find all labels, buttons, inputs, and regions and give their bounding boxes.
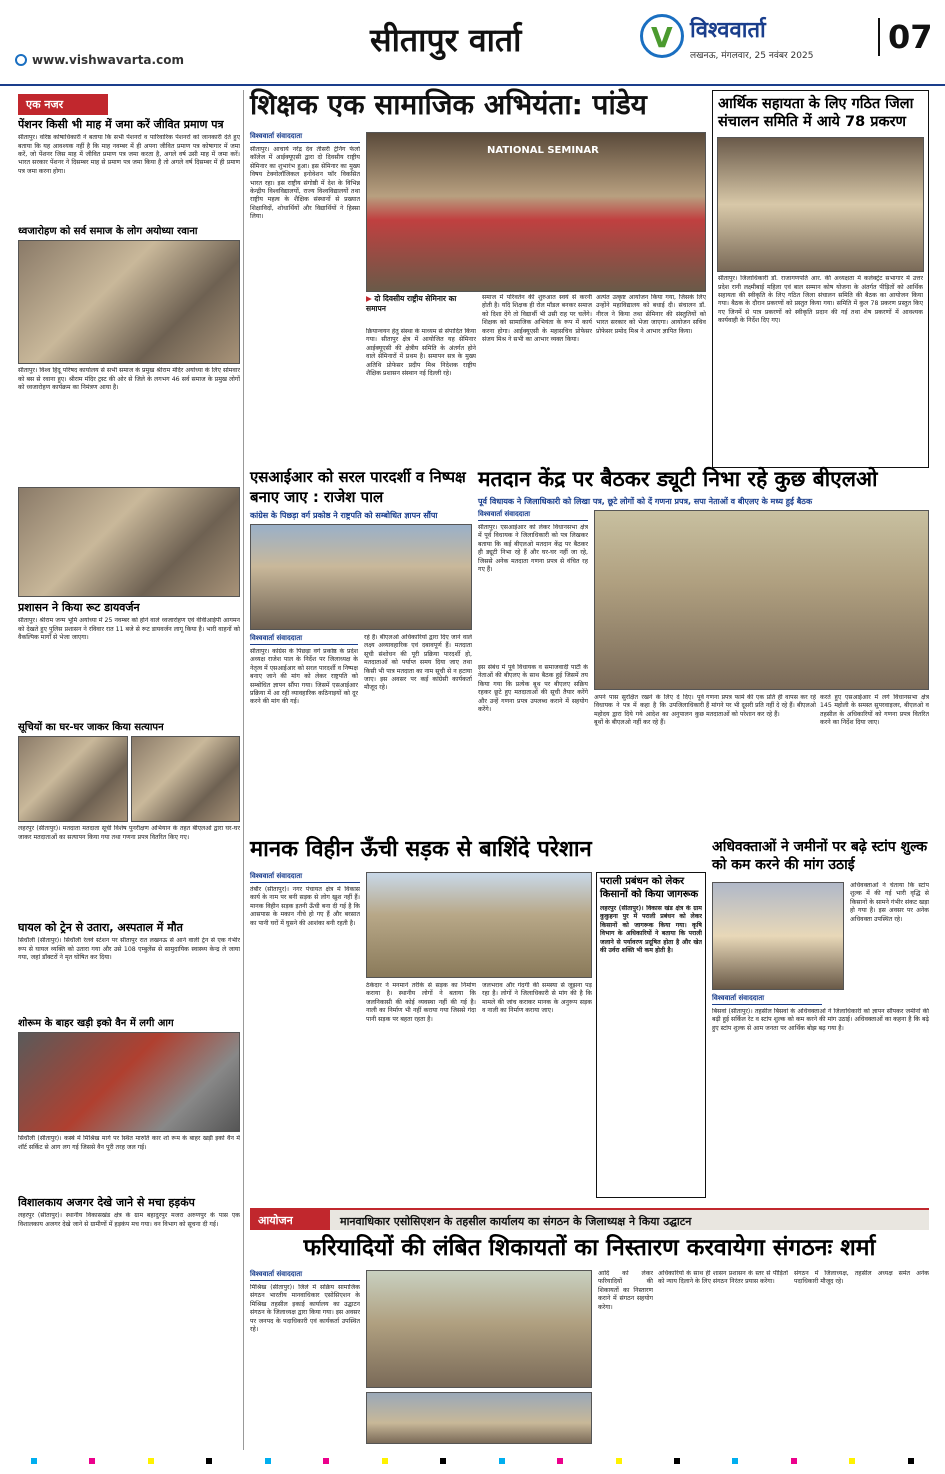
headline: शोरूम के बाहर खड़ी इको वैन में लगी आग xyxy=(18,1018,174,1030)
parali-box xyxy=(596,872,706,1198)
byline: विश्ववार्ता संवाददाता xyxy=(250,634,358,645)
headline: सूचियों का घर-घर जाकर किया सत्यापन xyxy=(18,722,164,734)
caption-arrow-icon: ▶ xyxy=(366,294,372,303)
article-text: अपने पास सुरक्षित रखने के लिए दे दिए। पूर्व विधायक ने पत्र में कहा है कि उपजिलाधिकारी महोदय द्वारा दिये गये आदेश का अनुपालन कुछ बूथों के बीएलओ नहीं कर रहे हैं। xyxy=(594,694,704,727)
memorandum-photo xyxy=(250,524,472,630)
dateline: लखनऊ, मंगलवार, 25 नवंबर 2025 xyxy=(690,51,814,61)
article-text: रहे हैं। बीएलओ अधिकारियों द्वारा दिए जाने वाले लक्ष्य अव्यावहारिक एवं दबावपूर्ण हैं। मतदाता सूची संशोधन की पूरी प्रक्रिया पारदर्शी हो, मतदाताओं को पर्याप्त समय दिया जाए तथा किसी भी पात्र मतदाता का नाम सूची से न हटाया जाए। इस अवसर पर कई कांग्रेसी कार्यकर्ता मौजूद रहे। xyxy=(364,634,472,692)
subheadline: कांग्रेस के पिछड़ा वर्ग प्रकोष्ठ ने राष्ट्रपति को सम्बोधित ज्ञापन सौंपा xyxy=(250,511,438,520)
article-text: जलभराव और गंदगी की समस्या से जूझना पड़ रहा है। लोगों ने जिलाधिकारी से मांग की है कि मामले की जांच कराकर मानक के अनुरूप सड़क व नाली का निर्माण कराया जाए। xyxy=(482,982,592,1015)
article-text: सीतापुर। एसआईआर को लेकर विधानसभा क्षेत्र में पूर्व विधायक ने जिलाधिकारी को पत्र लिखकर बताया कि कई बीएलओ मतदान केंद्र पर बैठकर ही ड्यूटी निभा रहे हैं और घर-घर नहीं जा रहे, जिससे अनेक मतदाता गणना प्रपत्र से वंचित रह गए हैं। xyxy=(478,524,588,574)
byline: विश्ववार्ता संवाददाता xyxy=(712,994,822,1005)
page-number: 07 xyxy=(878,18,933,56)
website-url[interactable]: www.vishwavarta.com xyxy=(32,53,184,67)
group-photo xyxy=(18,487,240,597)
road-photo xyxy=(366,872,592,978)
article-text: तंबौर (सीतापुर)। नगर पंचायत क्षेत्र में विकास कार्य के नाम पर बनी सड़क से लोग खुश नहीं हैं। मानक विहीन सड़क इतनी ऊँची बना दी गई है कि आसपास के मकान नीचे हो गए हैं और बरसात का पानी घरों में घुसने की आशंका बनी रहती है। xyxy=(250,886,360,927)
column-divider xyxy=(243,90,244,1450)
survey-photo xyxy=(18,736,128,822)
story-text: लहरपुर (सीतापुर)। स्थानीय विकासखंड क्षेत्र के ग्राम बहादुरपुर मजरा अरुणपुर के पास एक विशालकाय अजगर देखे जाने से ग्रामीणों में हड़कंप मच गया। वन विभाग को सूचना दी गई। xyxy=(18,1212,240,1228)
headline: अधिवक्ताओं ने जमीनों पर बढ़े स्टांप शुल्क को कम करने की मांग उठाई xyxy=(712,839,928,874)
story-text: सीतापुर। वरिष्ठ कोषाधिकारी ने बताया कि सभी पेंशनरों व पारिवारिक पेंशनरों को जानकारी देते हुए बताया कि यह आवश्यक नहीं है कि माह नवम्बर में ही अपना जीवित प्रमाण पत्र कोषागार में जमा करें, जो पेंशनर जिस माह में जीवित प्रमाण पत्र जमा करता है, अगले वर्ष उसी माह में जमा करें। भारत सरकार पेंशनर ने दिसम्बर माह से प्रमाण पत्र जमा किया है तो अगले वर्ष दिसम्बर में ही प्रमाण पत्र जमा करना होगा। xyxy=(18,134,240,175)
article-text: बिसवां (सीतापुर)। तहसील बिसवां के अधिवक्ताओं ने जिलाधिकारी को ज्ञापन सौंपकर जमीनों की बढ़ी हुई सर्किल रेट व स्टांप शुल्क को कम करने की मांग उठाई। अधिवक्ताओं का कहना है कि बढ़े हुए स्टांप शुल्क से आम जनता पर आर्थिक बोझ बढ़ गया है। xyxy=(712,1008,929,1032)
brand-logo: V xyxy=(640,14,684,58)
story-text: सीतापुर। श्रीराम जन्म भूमि अयोध्या में 25 नवम्बर को होने वाले ध्वजारोहण एवं वीवीआईपी आगमन को देखते हुए पुलिस प्रशासन ने रविवार रात 11 बजे से रूट डायवर्जन लागू किया है। भारी वाहनों को वैकल्पिक मार्गों से भेजा जाएगा। xyxy=(18,617,240,641)
headline: पेंशनर किसी भी माह में जमा करें जीवित प्रमाण पत्र xyxy=(18,118,224,131)
color-registration-bar xyxy=(30,1458,915,1466)
headline: मतदान केंद्र पर बैठकर ड्यूटी निभा रहे कुछ बीएलओ xyxy=(478,467,878,491)
story-text: सिधौली (सीतापुर)। सिधौली रेलवे स्टेशन पर सीतापुर रात लखनऊ से आने वाली ट्रेन से एक गंभीर रूप से घायल व्यक्ति को उतारा गया और उसे 108 एम्बुलेंस से सामुदायिक स्वास्थ्य केन्द्र ले जाया गया, जहां डॉक्टरों ने मृत घोषित कर दिया। xyxy=(18,937,240,962)
byline: विश्ववार्ता संवाददाता xyxy=(250,1270,360,1281)
aayojan-tag: आयोजन xyxy=(250,1210,330,1230)
article-text: अधिवक्ताओं ने चेताया कि स्टांप शुल्क में की गई भारी वृद्धि से किसानों के सामने गंभीर संकट खड़ा हो गया है। इस अवसर पर अनेक अधिवक्ता उपस्थित रहे। xyxy=(850,882,929,923)
article-text: ठेकेदार ने मनमाने तरीके से सड़क का निर्माण कराया है। स्थानीय लोगों ने बताया कि जलनिकासी की कोई व्यवस्था नहीं की गई है। नाली का निर्माण भी नहीं कराया गया जिससे गंदा पानी सड़क पर बहता रहता है। xyxy=(366,982,476,1023)
kicker: मानवाधिकार एसोसिएशन के तहसील कार्यालय का संगठन के जिलाध्यक्ष ने किया उद्घाटन xyxy=(340,1215,692,1228)
event-photo xyxy=(366,1392,592,1444)
caption-text: दो दिवसीय राष्ट्रीय सेमिनार का समापन xyxy=(366,294,457,313)
subheadline: पूर्व विधायक ने जिलाधिकारी को लिखा पत्र, छूटे लोगों को दें गणना प्रपत्र, सपा नेताओं व बीएलए के मध्य हुई बैठक xyxy=(478,497,813,506)
headline: विशालकाय अजगर देखे जाने से मचा हड़कंप xyxy=(18,1196,195,1210)
article-text: मिश्रिख (सीतापुर)। जिले में सक्रिय सामाजिक संगठन भारतीय मानवाधिकार एसोसिएशन के मिश्रिख तहसील इकाई कार्यालय का उद्घाटन संगठन के जिलाध्यक्ष द्वारा किया गया। इस अवसर पर जनपद के पदाधिकारी एवं कार्यकर्ता उपस्थित रहे। xyxy=(250,1284,360,1334)
aayojan-banner xyxy=(250,1208,929,1230)
headline: एसआईआर को सरल पारदर्शी व निष्पक्ष बनाए जाए : राजेश पाल xyxy=(250,468,466,506)
article-text: सीतापुर। जिलाधिकारी डॉ. राजागणपति आर. की अध्यक्षता में कलेक्ट्रेट सभागार में उत्तर प्रदेश रानी लक्ष्मीबाई महिला एवं बाल सम्मान कोष योजना के अंतर्गत पीड़ितों को आर्थिक सहायता की स्वीकृति के लिए गठित जिला संचालन समिति की बैठक का आयोजन किया गया। बैठक के दौरान प्रकरणों को प्रस्तुत किया गया। समिति में कुल 78 प्रकरण प्रस्तुत किए गए जिनमें से पात्र प्रकरणों को स्वीकृति प्रदान की गई तथा शेष प्रकरणों में आवश्यक कार्यवाही के निर्देश दिए गए। xyxy=(718,275,923,325)
article-text: क्रियान्वयन हेतु संस्था के माध्यम से संपादित किया गया। सीतापुर क्षेत्र में आयोजित यह सेमिनार आईक्यूएसी की क्षेत्रीय समिति के अंतर्गत होने वाले सेमिनारों में प्रथम है। समापन सत्र के मुख्य अतिथि प्रोफेसर प्रदीप मिश्र निदेशक राष्ट्रीय शैक्षिक प्रशासन संस्थान नई दिल्ली रहे। xyxy=(366,328,476,378)
article-text: अत्यंत उत्कृष्ट आयोजन किया गया, जिसके लिए उन्होंने महाविद्यालय को बधाई दी। संचालन डॉ. नीरज ने किया तथा सेमिनार की संस्तुतियों को भारत सरकार को भेजा जाएगा। आयोजन सचिव प्रोफेसर प्रमोद मिश्र ने आभार ज्ञापित किया। xyxy=(596,294,706,335)
photo-caption xyxy=(366,294,476,314)
survey-photo xyxy=(131,736,241,822)
headline: घायल को ट्रेन से उतारा, अस्पताल में मौत xyxy=(18,921,183,935)
masthead xyxy=(0,0,945,86)
headline: आर्थिक सहायता के लिए गठित जिला संचालन समिति में आये 78 प्रकरण xyxy=(718,96,914,131)
advocates-photo xyxy=(712,882,844,990)
article-text: अधिकारियों के साथ ही शासन प्रशासन के स्तर से पीड़ितों को न्याय दिलाने के लिए संगठन निरंतर प्रयास करेगा। xyxy=(658,1270,788,1286)
article-text: लहरपुर (सीतापुर)। विकास खंड क्षेत्र के ग्राम कुकुहना पुर में पराली प्रबंधन को लेकर किसानों को जागरूक किया गया। कृषि विभाग के अधिकारियों ने बताया कि पराली जलाने से पर्यावरण प्रदूषित होता है और खेत की उर्वरा शक्ति भी कम होती है। xyxy=(600,905,702,955)
section-title: सीतापुर वार्ता xyxy=(370,21,522,59)
byline: विश्ववार्ता संवाददाता xyxy=(250,132,360,143)
headline: पराली प्रबंधन को लेकर किसानों को किया जागरूक xyxy=(600,876,699,900)
fire-photo xyxy=(18,1032,240,1132)
seminar-photo: NATIONAL SEMINAR xyxy=(366,132,706,292)
article-text: आदि को लेकर फरियादियों की शिकायतों का निस्तारण कराने में संगठन सहयोग करेगा। xyxy=(598,1270,653,1311)
article-text: करते हुए एसआईआर में लगे विधानसभा क्षेत्र 145 महोली के समस्त सुपरवाइजर, बीएलओ व तहसील के अधिकारियों को गणना प्रपत्र वितरित करने का निर्देश दिया जाए। xyxy=(820,694,929,727)
event-photo xyxy=(366,1270,592,1388)
headline: मानक विहीन ऊँची सड़क से बाशिंदे परेशान xyxy=(250,837,592,862)
a2-box xyxy=(712,90,929,468)
headline: प्रशासन ने किया रूट डायवर्जन xyxy=(18,601,140,615)
byline: विश्ववार्ता संवाददाता xyxy=(250,872,360,883)
story-text: सिधौली (सीतापुर)। कस्बे में मिश्रिख मार्ग पर स्थित मारुति कार शो रूम के बाहर खड़ी इको वैन में शॉर्ट सर्किट से आग लग गई जिससे वैन पूरी तरह जल गई। xyxy=(18,1135,240,1151)
ek-najar-tag: एक नजर xyxy=(18,94,108,115)
story-text: सीतापुर। विश्व हिंदू परिषद कार्यालय से सभी समाज के प्रमुख श्रीराम मंदिर अयोध्या के लिए सोमवार को बस से रवाना हुए। श्रीराम मंदिर ट्रस्ट की ओर से जिले के लगभग 46 सर्व समाज के प्रमुख लोगों को ध्वजारोहण कार्यक्रम का निमंत्रण आया है। xyxy=(18,367,240,391)
article-text: सीतापुर। आचार्य नरेंद्र देव तीसरी ट्रेनिंग फेलो कॉलेज में आईक्यूएसी द्वारा दो दिवसीय राष्ट्रीय सेमिनार का शुभारंभ हुआ। इस सेमिनार का मुख्य विषय टेक्नोलॉजिकल इनोवेशन फॉर विकसित भारत रहा। इस राष्ट्रीय संगोष्ठी में देश के विभिन्न केन्द्रीय विश्वविद्यालयों, राज्य विश्वविद्यालयों तथा राष्ट्रीय महत्व के शैक्षिक संस्थानों से प्रख्यात शिक्षाविदों, शोधार्थियों और विद्यार्थियों ने हिस्सा लिया। xyxy=(250,146,360,221)
headline: फरियादियों की लंबित शिकायतों का निस्तारण करवायेगा संगठनः शर्मा xyxy=(303,1235,876,1261)
article-text: गणना प्रपत्र फार्म की एक प्रति ही वापस कर रहे हैं मांगने पर भी दूसरी प्रति नहीं दे रहे हैं। बीएलओ मतदाताओं को परेशान कर रहे हैं। xyxy=(706,694,816,718)
globe-icon xyxy=(15,54,27,66)
article-text: समाज में परिवर्तन की शुरुआत स्वयं से करनी होती है। यदि शिक्षक ही रोल मॉडल बनकर समाज को दिशा देंगे तो विद्यार्थी भी उसी राह पर चलेंगे। शिक्षक को सामाजिक अभियंता के रूप में कार्य करना होगा। आईक्यूएसी के महासचिव प्रोफेसर संजय मिश्र ने सभी का आभार व्यक्त किया। xyxy=(482,294,592,344)
byline: विश्ववार्ता संवाददाता xyxy=(478,510,588,521)
article-text: संगठन में जिलाध्यक्ष, तहसील अध्यक्ष समेत अनेक पदाधिकारी मौजूद रहे। xyxy=(794,1270,929,1286)
brand-name: विश्ववार्ता xyxy=(690,18,766,43)
left-column xyxy=(18,94,240,1450)
article-text: सीतापुर। कांग्रेस के पिछड़ा वर्ग प्रकोष्ठ के प्रदेश अध्यक्ष राजेश पाल के निर्देश पर जिलाध्यक्ष के नेतृत्व में एसआईआर को सरल पारदर्शी व निष्पक्ष बनाए जाने की मांग को लेकर राष्ट्रपति को सम्बोधित ज्ञापन सौंपा गया। जिसमें एसआईआर प्रक्रिया में आ रही व्यावहारिक कठिनाइयों को दूर करने की मांग की गई। xyxy=(250,648,358,706)
meeting-photo xyxy=(594,510,929,690)
lead-headline: शिक्षक एक सामाजिक अभियंता: पांडेय xyxy=(250,88,647,121)
rally-photo xyxy=(18,240,240,364)
headline: ध्वजारोहण को सर्व समाज के लोग अयोध्या रवाना xyxy=(18,226,198,238)
story-text: लहरपुर (सीतापुर)। मतदाता मतदाता सूची विशेष पुनरीक्षण अभियान के तहत बीएलओ द्वारा घर-घर जाकर मतदाताओं का सत्यापन किया गया तथा गणना प्रपत्र वितरित किए गए। xyxy=(18,825,240,841)
article-text: इस संबंध में पूर्व विधायक व समाजवादी पार्टी के नेताओं की बीएलए के साथ बैठक हुई जिसमें तय किया गया कि प्रत्येक बूथ पर बीएलए सक्रिय रहकर छूटे हुए मतदाताओं की सूची तैयार करेंगे और उन्हें गणना प्रपत्र उपलब्ध कराने में सहयोग करेंगे। xyxy=(478,664,588,714)
meeting-photo xyxy=(717,137,924,272)
